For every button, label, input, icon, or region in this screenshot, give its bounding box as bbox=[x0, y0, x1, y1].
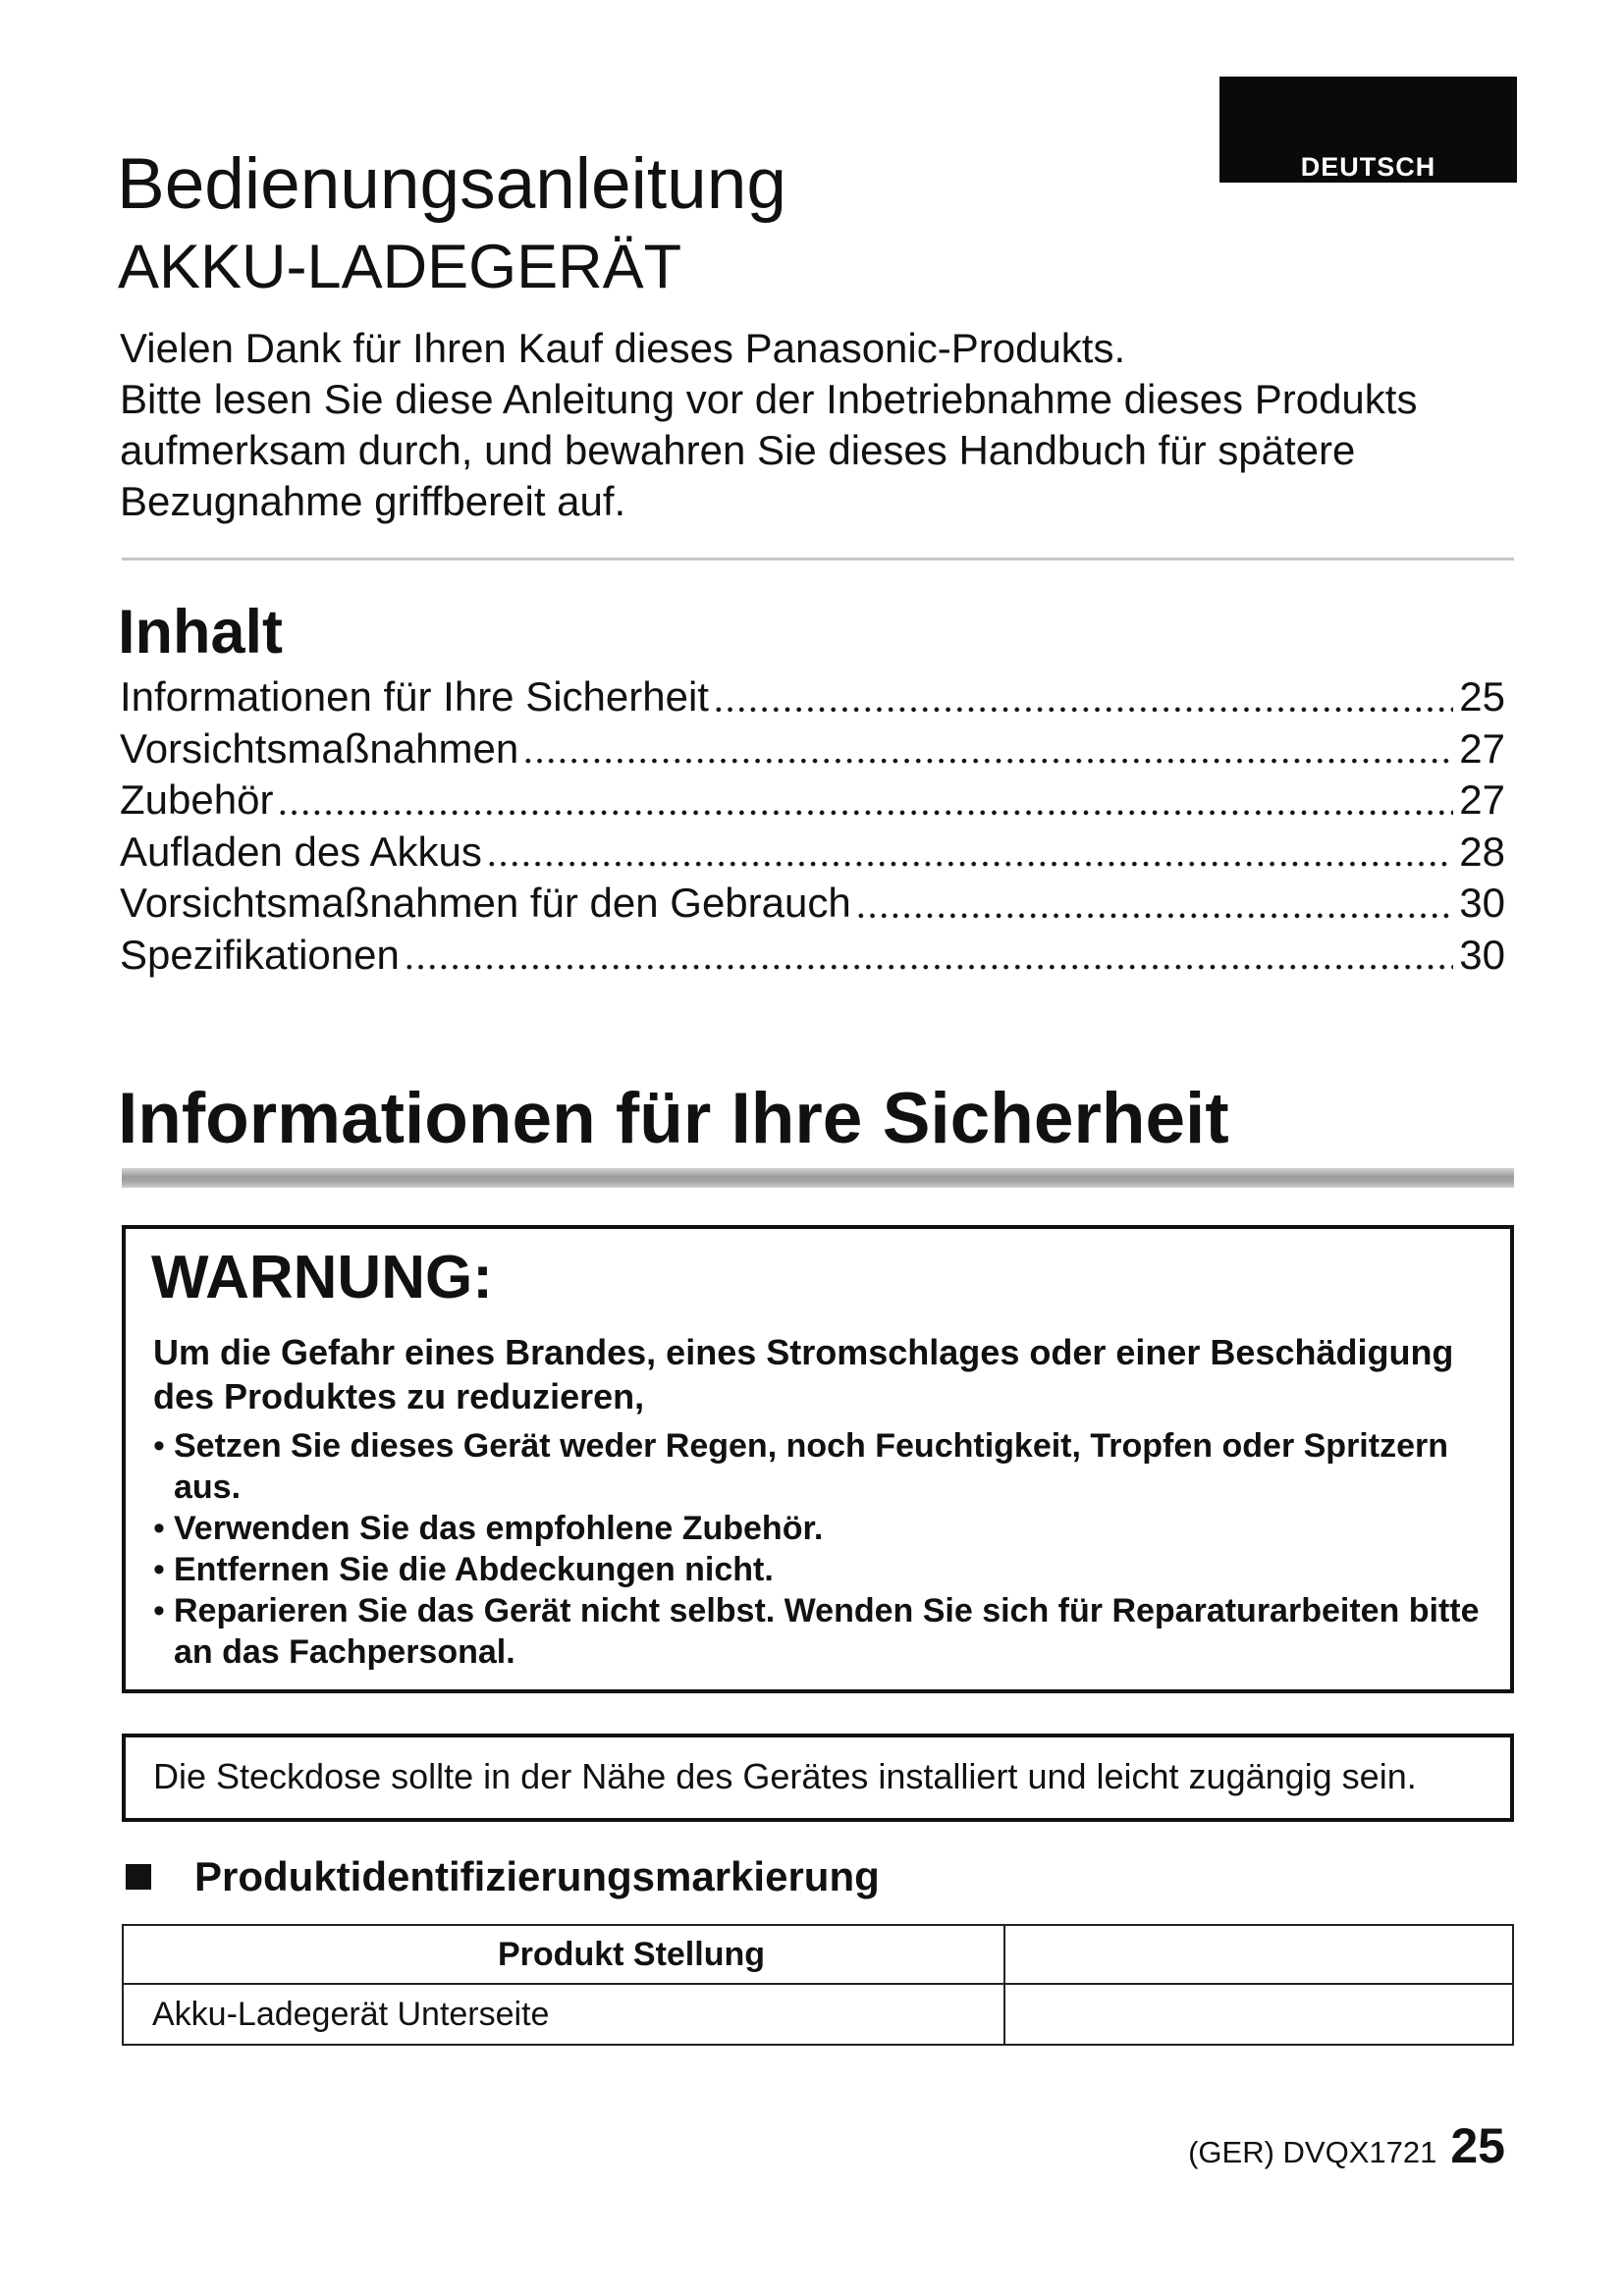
warning-item: • Verwenden Sie das empfohlene Zubehör. bbox=[153, 1508, 1497, 1549]
table-row bbox=[123, 1984, 1513, 2045]
language-tab-label: DEUTSCH bbox=[1300, 152, 1436, 182]
page-number: 25 bbox=[1450, 2118, 1505, 2173]
notice-box bbox=[122, 1734, 1514, 1822]
warning-list bbox=[153, 1425, 1497, 1673]
intro-paragraph bbox=[120, 323, 1417, 527]
intro-line: Vielen Dank für Ihren Kauf dieses Panasonic-Produkts. bbox=[120, 325, 1126, 371]
toc-item-label: Vorsichtsmaßnahmen für den Gebrauch bbox=[120, 880, 851, 926]
section-heading: Informationen für Ihre Sicherheit bbox=[118, 1079, 1229, 1158]
toc-item[interactable] bbox=[120, 671, 1505, 723]
page-footer bbox=[1188, 2118, 1505, 2177]
intro-line: Bitte lesen Sie diese Anleitung vor der Inbetriebnahme dieses Produkts bbox=[120, 376, 1418, 422]
warning-item: • Setzen Sie dieses Gerät weder Regen, noch Feuchtigkeit, Tropfen oder Spritzern aus. bbox=[153, 1425, 1497, 1508]
toc-item[interactable] bbox=[120, 723, 1505, 775]
table-header-label: Produkt Stellung bbox=[498, 1936, 765, 1973]
toc-item-page: 28 bbox=[1459, 828, 1505, 875]
toc-item-page: 27 bbox=[1459, 724, 1505, 772]
toc-item-label: Vorsichtsmaßnahmen bbox=[120, 724, 519, 772]
toc-item-label: Zubehör bbox=[120, 776, 274, 823]
warning-lead-text: Um die Gefahr eines Brandes, eines Stromschlages oder einer Beschädigung des Produktes zu reduzieren, bbox=[153, 1332, 1454, 1416]
language-tab bbox=[1219, 77, 1517, 183]
toc-heading: Inhalt bbox=[118, 598, 283, 667]
section-underline-bar bbox=[122, 1168, 1514, 1188]
divider bbox=[122, 558, 1514, 561]
product-id-heading: Produktidentifizierungsmarkierung bbox=[194, 1853, 880, 1899]
table-empty-cell bbox=[1004, 1984, 1513, 2045]
toc-leader-dots bbox=[855, 878, 1454, 930]
table-header-cell bbox=[123, 1925, 1004, 1984]
toc-item[interactable] bbox=[120, 827, 1505, 879]
table-cell bbox=[123, 1984, 1004, 2045]
square-bullet-icon bbox=[126, 1864, 151, 1890]
product-id-table bbox=[122, 1924, 1514, 2046]
table-header-row bbox=[123, 1925, 1513, 1984]
table-empty-cell bbox=[1004, 1925, 1513, 1984]
table-of-contents bbox=[120, 671, 1505, 981]
intro-line: Bezugnahme griffbereit auf. bbox=[120, 478, 626, 524]
intro-line: aufmerksam durch, und bewahren Sie dieses Handbuch für spätere bbox=[120, 427, 1356, 473]
product-name: AKKU-LADEGERÄT bbox=[118, 233, 682, 301]
document-code: (GER) DVQX1721 bbox=[1188, 2135, 1437, 2169]
toc-leader-dots bbox=[486, 827, 1453, 879]
toc-item[interactable] bbox=[120, 930, 1505, 982]
toc-item-page: 30 bbox=[1459, 880, 1505, 926]
toc-item[interactable] bbox=[120, 774, 1505, 827]
toc-item-label: Informationen für Ihre Sicherheit bbox=[120, 673, 709, 720]
toc-item-page: 25 bbox=[1459, 673, 1505, 720]
toc-leader-dots bbox=[713, 671, 1453, 723]
toc-leader-dots bbox=[404, 930, 1453, 982]
toc-item-label: Aufladen des Akkus bbox=[120, 828, 482, 875]
toc-leader-dots bbox=[522, 723, 1453, 775]
toc-item[interactable] bbox=[120, 878, 1505, 930]
table-cell-text: Akku-Ladegerät Unterseite bbox=[152, 1996, 550, 2033]
toc-item-page: 30 bbox=[1459, 931, 1505, 978]
warning-item: • Entfernen Sie die Abdeckungen nicht. bbox=[153, 1549, 1497, 1590]
warning-title: WARNUNG: bbox=[151, 1244, 493, 1311]
notice-text: Die Steckdose sollte in der Nähe des Gerätes installiert und leicht zugängig sein. bbox=[153, 1756, 1417, 1796]
toc-item-page: 27 bbox=[1459, 776, 1505, 823]
warning-box bbox=[122, 1225, 1514, 1693]
toc-leader-dots bbox=[277, 774, 1453, 827]
document-title: Bedienungsanleitung bbox=[117, 144, 786, 224]
warning-item: • Reparieren Sie das Gerät nicht selbst. Wenden Sie sich für Reparaturarbeiten bitte an das Fachpersonal. bbox=[153, 1590, 1497, 1673]
toc-item-label: Spezifikationen bbox=[120, 931, 400, 978]
